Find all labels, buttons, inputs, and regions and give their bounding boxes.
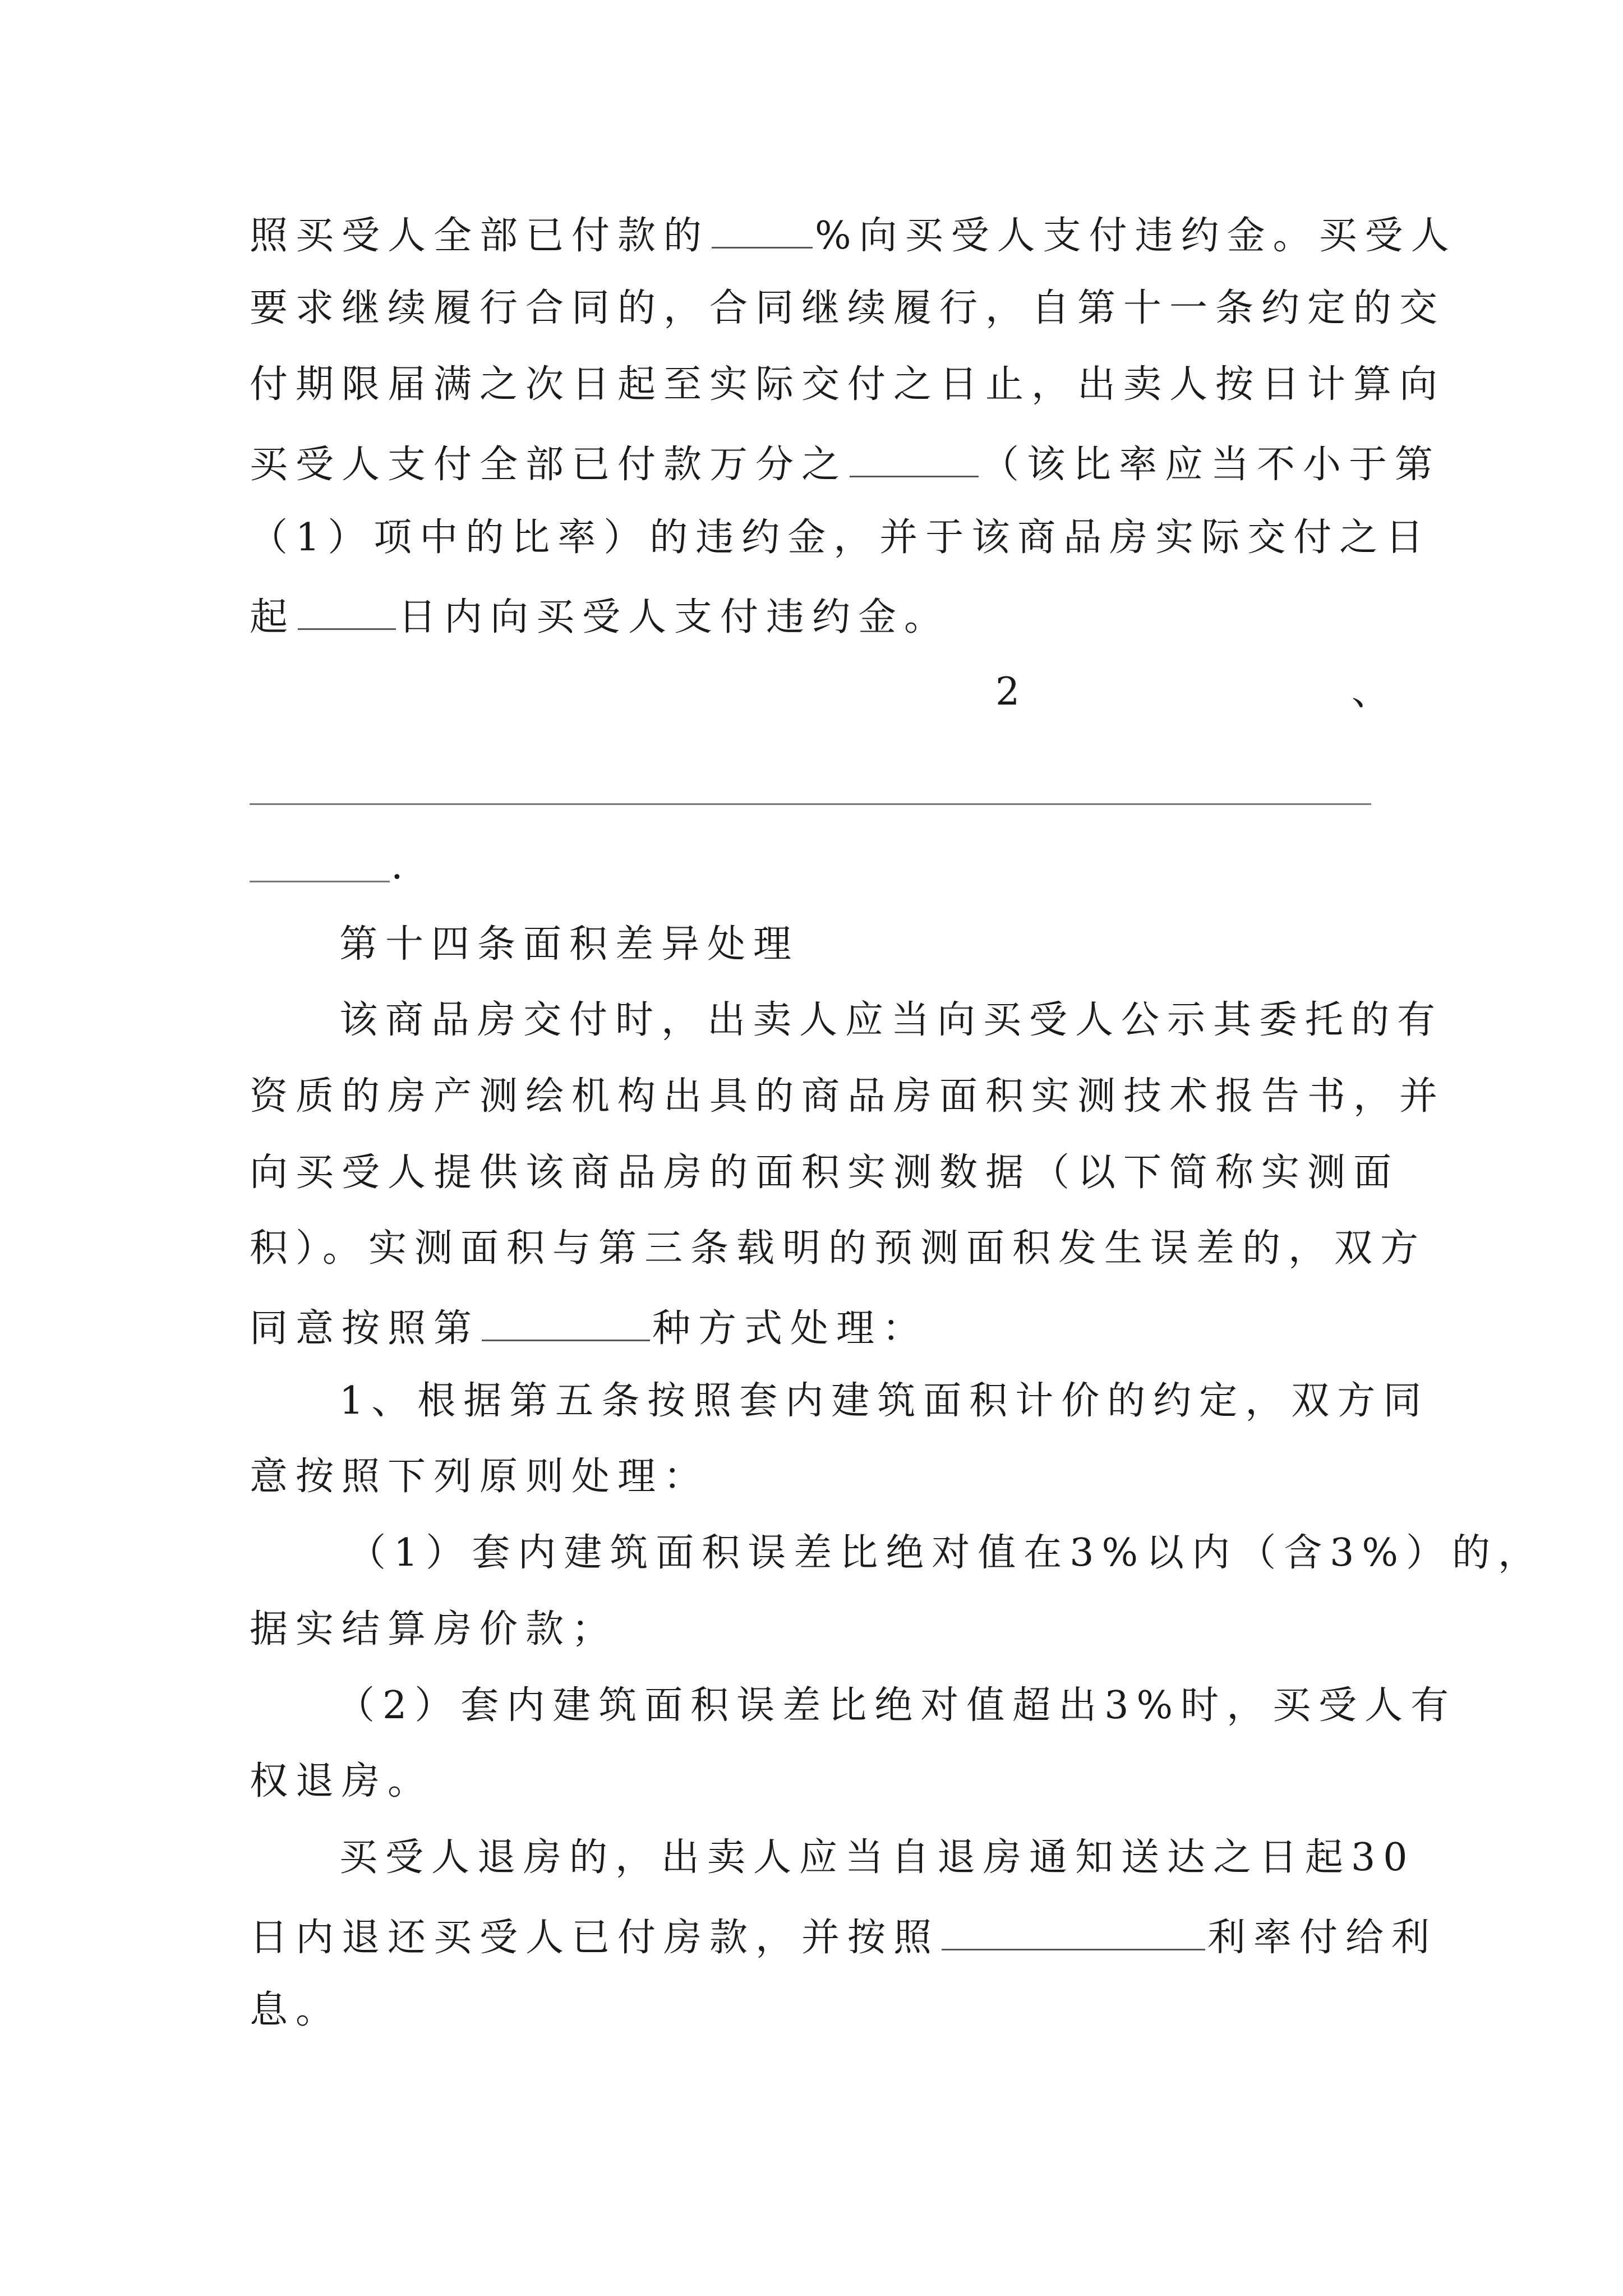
fill-line-long [250,803,1371,805]
art14-p1-line4: 积）。实测面积与第三条载明的预测面积发生误差的，双方 [250,1226,1427,1271]
art14-p2-line1: 1、根据第五条按照套内建筑面积计价的约定，双方同 [339,1379,1430,1423]
para1-line3: 付期限届满之次日起至实际交付之日止，出卖人按日计算向 [250,362,1446,407]
art14-p1-line1: 该商品房交付时，出卖人应当向买受人公示其委托的有 [339,998,1444,1042]
blank-percent [712,213,813,249]
art14-p1-line5: 同意按照第 种方式处理： [250,1306,929,1351]
art14-p5-line3: 息。 [250,1988,342,2032]
art14-p4-line1: （2）套内建筑面积误差比绝对值超出3%时，买受人有 [336,1683,1457,1728]
blank-interest [942,1915,1205,1950]
art14-p5-line2: 日内退还买受人已付房款，并按照 利率付给利 [250,1916,1438,1960]
art14-p1-line2: 资质的房产测绘机构出具的商品房面积实测技术报告书，并 [250,1074,1446,1119]
blank-rate [850,442,979,477]
fill-line-short [250,881,390,882]
para1-line2: 要求继续履行合同的，合同继续履行，自第十一条约定的交 [250,286,1446,330]
para1-line1: 照买受人全部已付款的 %向买受人支付违约金。买受人 [250,214,1457,258]
art14-p3-line2: 据实结算房价款； [250,1607,618,1651]
blank-days [298,595,396,630]
art14-p1-line3: 向买受人提供该商品房的面积实测数据（以下简称实测面 [250,1151,1400,1195]
item2-number: 2 [995,670,1028,714]
item2-end: . [391,844,411,888]
art14-p2-line2: 意按照下列原则处理： [250,1455,710,1499]
para1-line6: 起 日内向买受人支付违约金。 [250,595,951,639]
art14-p3-line1: （1）套内建筑面积误差比绝对值在3%以内（含3%）的， [348,1531,1544,1575]
art14-p5-line1: 买受人退房的，出卖人应当自退房通知送达之日起30 [339,1835,1415,1880]
article14-heading: 第十四条面积差异处理 [339,922,800,967]
blank-method [482,1306,650,1341]
para1-line4: 买受人支付全部已付款万分之 （该比率应当不小于第 [250,443,1441,487]
art14-p4-line2: 权退房。 [250,1759,434,1803]
para1-line5: （1）项中的比率）的违约金，并于该商品房实际交付之日 [250,516,1432,560]
item2-mark: 、 [1352,670,1398,714]
